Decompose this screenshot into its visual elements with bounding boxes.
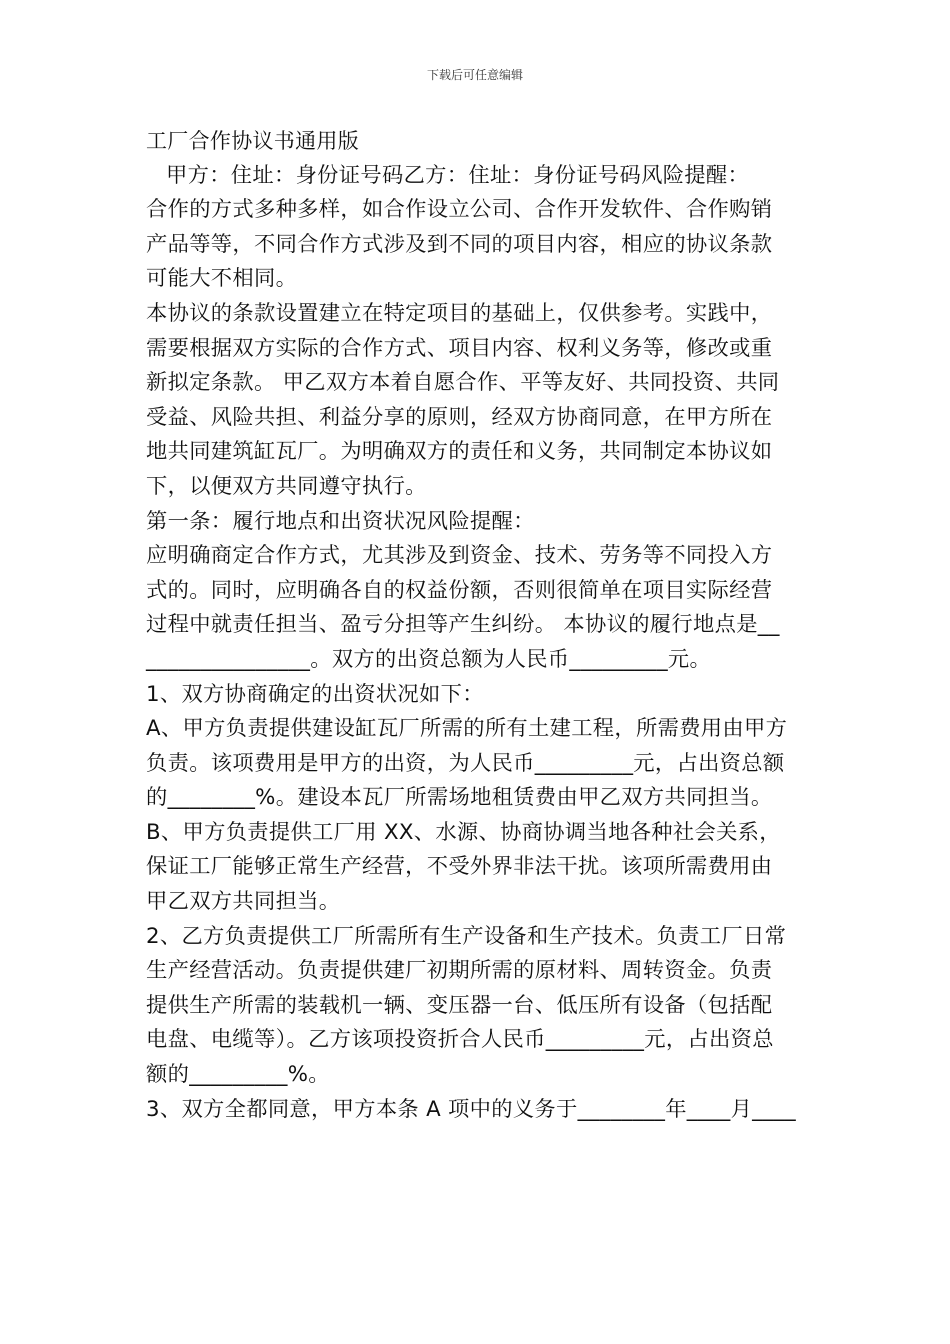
- paragraph-line: 的________%。建设本瓦厂所需场地租赁费由甲乙双方共同担当。: [146, 785, 773, 811]
- paragraph-line: 甲方：住址：身份证号码乙方：住址：身份证号码风险提醒：: [166, 162, 750, 188]
- paragraph-line: 甲乙双方共同担当。: [146, 889, 341, 915]
- paragraph-line: 本协议的条款设置建立在特定项目的基础上，仅供参考。实践中，: [146, 300, 773, 326]
- paragraph-line: 生产经营活动。负责提供建厂初期所需的原材料、周转资金。负责: [146, 958, 773, 984]
- paragraph-line: 地共同建筑缸瓦厂。为明确双方的责任和义务，共同制定本协议如: [146, 439, 773, 465]
- paragraph-line: A、甲方负责提供建设缸瓦厂所需的所有土建工程，所需费用由甲方: [146, 716, 788, 742]
- paragraph-line: 可能大不相同。: [146, 266, 298, 292]
- paragraph-line: _______________。双方的出资总额为人民币_________元。: [146, 646, 712, 672]
- paragraph-line: 1、双方协商确定的出资状况如下：: [146, 681, 484, 707]
- document-title: 工厂合作协议书通用版: [146, 129, 359, 153]
- paragraph-line: 新拟定条款。 甲乙双方本着自愿合作、平等友好、共同投资、共同: [146, 370, 780, 396]
- paragraph-line: 式的。同时，应明确各自的权益份额，否则很简单在项目实际经营: [146, 577, 773, 603]
- paragraph-line: B、甲方负责提供工厂用 XX、水源、协商协调当地各种社会关系，: [146, 819, 781, 845]
- paragraph-line: 2、乙方负责提供工厂所需所有生产设备和生产技术。负责工厂日常: [146, 923, 787, 949]
- paragraph-line: 产品等等，不同合作方式涉及到不同的项目内容，相应的协议条款: [146, 231, 773, 257]
- paragraph-line: 需要根据双方实际的合作方式、项目内容、权利义务等，修改或重: [146, 335, 773, 361]
- paragraph-line: 合作的方式多种多样，如合作设立公司、合作开发软件、合作购销: [146, 197, 773, 223]
- paragraph-line: 保证工厂能够正常生产经营，不受外界非法干扰。该项所需费用由: [146, 854, 773, 880]
- paragraph-line: 3、双方全都同意，甲方本条 A 项中的义务于________年____月____: [146, 1096, 796, 1122]
- paragraph-line: 过程中就责任担当、盈亏分担等产生纠纷。 本协议的履行地点是__: [146, 612, 780, 638]
- paragraph-line: 提供生产所需的装载机一辆、变压器一台、低压所有设备（包括配: [146, 992, 773, 1018]
- document-body: [146, 124, 811, 1127]
- paragraph-line: 下，以便双方共同遵守执行。: [146, 473, 427, 499]
- paragraph-line: 负责。该项费用是甲方的出资，为人民币_________元，占出资总额: [146, 750, 785, 776]
- paragraph-line: 应明确商定合作方式，尤其涉及到资金、技术、劳务等不同投入方: [146, 543, 773, 569]
- paragraph-line: 额的_________%。: [146, 1062, 330, 1088]
- section-heading: 第一条：履行地点和出资状况风险提醒：: [146, 508, 535, 534]
- paragraph-line: 电盘、电缆等）。乙方该项投资折合人民币_________元，占出资总: [146, 1027, 774, 1053]
- paragraph-line: 受益、风险共担、利益分享的原则，经双方协商同意，在甲方所在: [146, 404, 773, 430]
- page-header: 下载后可任意编辑: [426, 68, 523, 82]
